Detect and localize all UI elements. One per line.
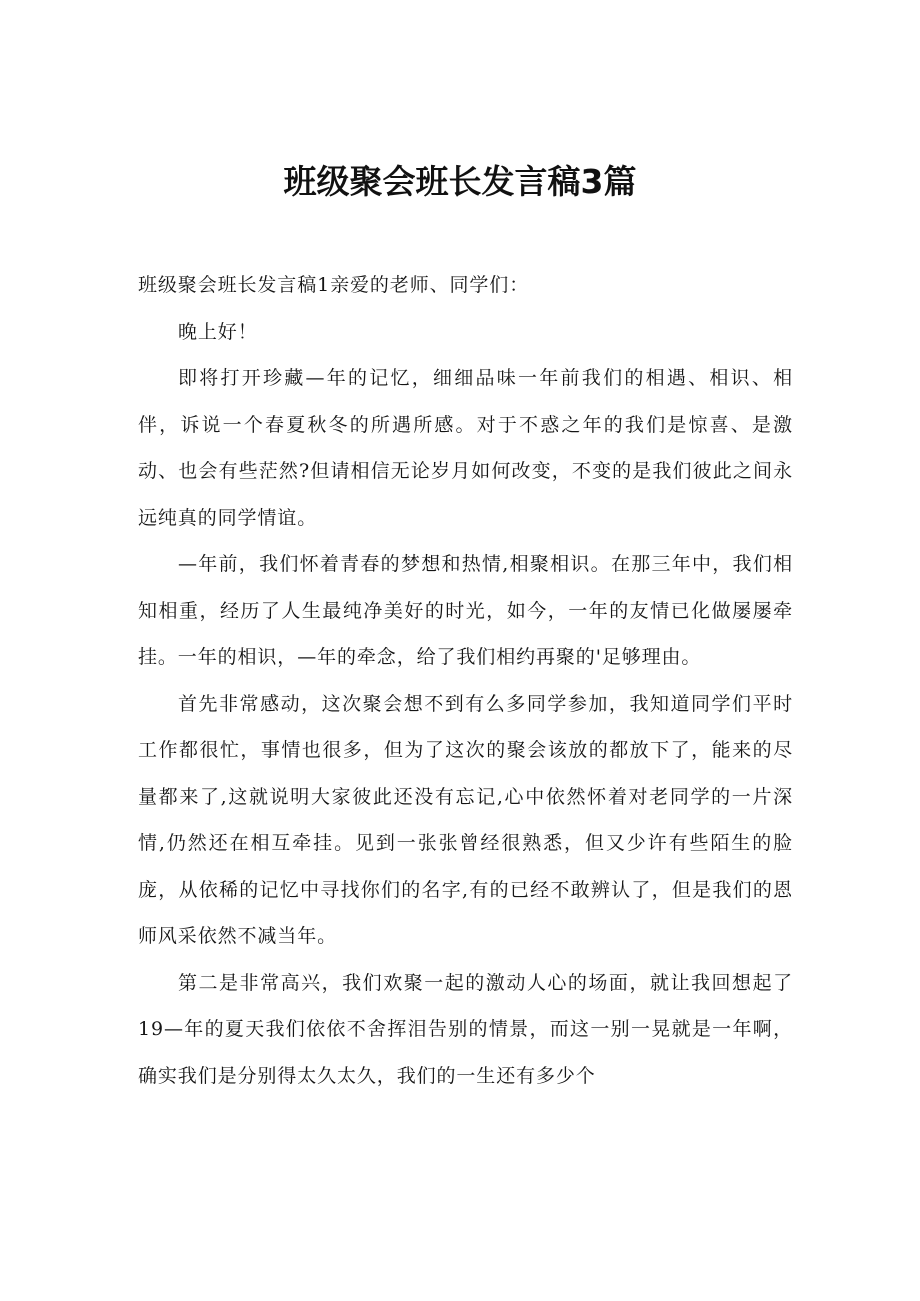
body-paragraph-1: 即将打开珍藏—年的记忆，细细品味一年前我们的相遇、相识、相伴，诉说一个春夏秋冬的所遇所感。对于不惑之年的我们是惊喜、是激动、也会有些茫然?但请相信无论岁月如何改变，不变的是我们彼此之间永远纯真的同学情谊。: [138, 367, 793, 529]
body-paragraph-3: 首先非常感动，这次聚会想不到有么多同学参加，我知道同学们平时工作都很忙，事情也很多，但为了这次的聚会该放的都放下了，能来的尽量都来了,这就说明大家彼此还没有忘记,心中依然怀着对老同学的一片深情,仍然还在相互牵挂。见到一张张曾经很熟悉，但又少许有些陌生的脸庞，从依稀的记忆中寻找你们的名字,有的已经不敢辨认了，但是我们的恩师风采依然不减当年。: [138, 692, 793, 947]
body-paragraph-4: 第二是非常高兴，我们欢聚一起的激动人心的场面，就让我回想起了19—年的夏天我们依依不舍挥泪告别的情景，而这一别一晃就是一年啊，确实我们是分别得太久太久，我们的一生还有多少个: [138, 971, 793, 1087]
greeting-paragraph: 晚上好！: [178, 320, 258, 343]
document-body: [138, 262, 793, 1099]
body-paragraph-2: —年前，我们怀着青春的梦想和热情,相聚相识。在那三年中，我们相知相重，经历了人生最纯净美好的时光，如今，一年的友情已化做屡屡牵挂。一年的相识，—年的牵念，给了我们相约再聚的'足够理由。: [138, 553, 793, 668]
document-title: 班级聚会班长发言稿3篇: [283, 162, 637, 201]
salutation-paragraph: 班级聚会班长发言稿1亲爱的老师、同学们：: [138, 274, 530, 296]
